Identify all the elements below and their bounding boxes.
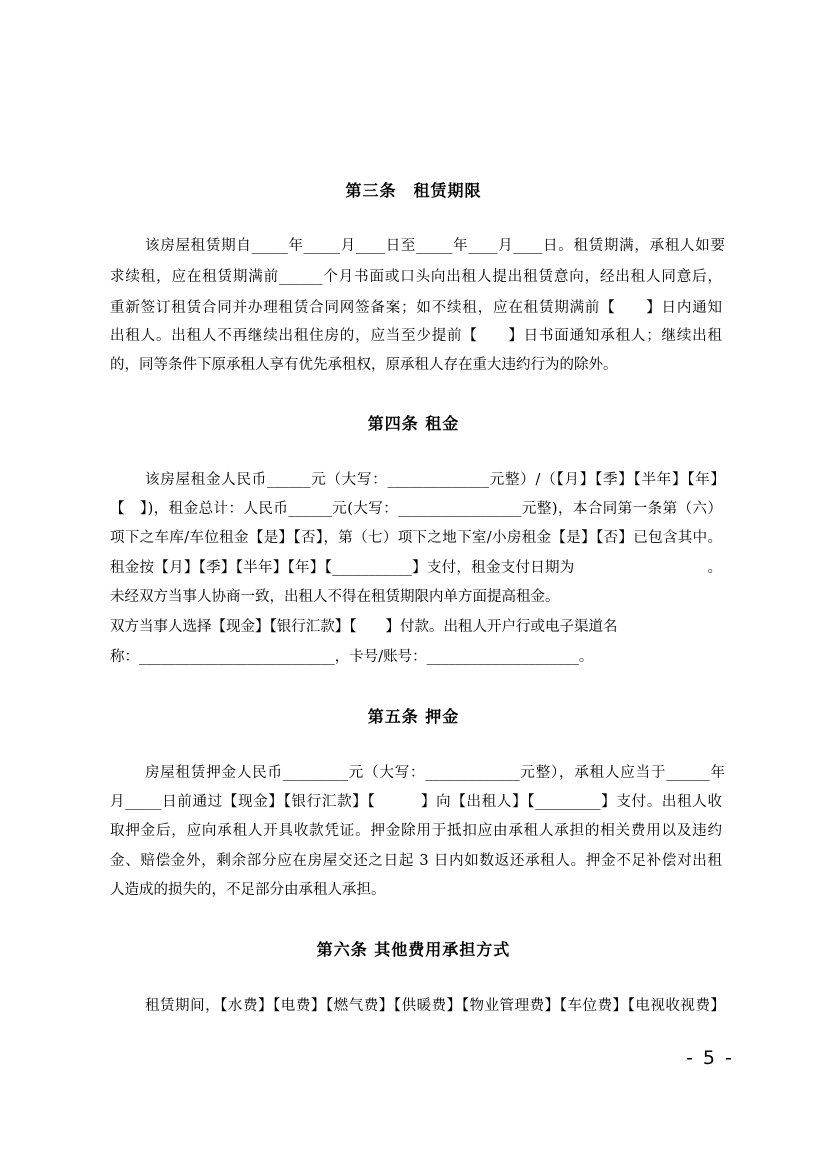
article-3-line-4: 出租人。出租人不再继续出租住房的，应当至少提前【 】日书面通知承租人；继续出租 bbox=[110, 328, 722, 344]
article-4-line-4: 租金按【月】【季】【半年】【年】【___________】支付，租金支付日期为 。 bbox=[110, 560, 722, 576]
article-3-line-5: 的，同等条件下原承租人享有优先承租权，原承租人存在重大违约行为的除外。 bbox=[110, 357, 618, 373]
article-3-heading: 第三条 租赁期限 bbox=[345, 181, 482, 200]
article-6-line-1: 租赁期间，【水费】【电费】【燃气费】【供暖费】【物业管理费】【车位费】【电视收视费】 bbox=[145, 998, 725, 1014]
article-4-line-1: 该房屋租金人民币______元（大写：______________元整）/（【月】【季】【半年】【年】 bbox=[145, 472, 725, 488]
article-4-line-3: 项下之车库/车位租金【是】【否】，第（七）项下之地下室/小房租金【是】【否】已包含其中。 bbox=[110, 530, 722, 546]
article-5-line-2: 月_____日前通过【现金】【银行汇款】【 】向【出租人】【_________】支付。出租人收 bbox=[110, 794, 722, 810]
article-5-line-5: 人造成的损失的，不足部分由承租人承担。 bbox=[110, 882, 386, 898]
article-6-heading: 第六条 其他费用承担方式 bbox=[316, 940, 511, 959]
article-4-line-5: 未经双方当事人协商一致，出租人不得在租赁期限内单方面提高租金。 bbox=[110, 589, 560, 605]
article-3-line-2: 求续租，应在租赁期满前______个月书面或口头向出租人提出租赁意向，经出租人同意后， bbox=[110, 269, 722, 285]
article-3-line-3: 重新签订租赁合同并办理租赁合同网签备案；如不续租，应在租赁期满前【 】日内通知 bbox=[110, 300, 722, 316]
article-3-line-1: 该房屋租赁期自_____年_____月____日至_____年____月____日。租赁期满，承租人如要 bbox=[145, 238, 725, 254]
article-5-heading: 第五条 押金 bbox=[367, 707, 460, 726]
article-5-line-1: 房屋租赁押金人民币_________元（大写：_____________元整），承租人应当于______年 bbox=[145, 765, 725, 781]
article-5-line-3: 取押金后，应向承租人开具收款凭证。押金除用于抵扣应由承租人承担的相关费用以及违约 bbox=[110, 823, 722, 839]
article-5-line-4: 金、赔偿金外，剩余部分应在房屋交还之日起 3 日内如数返还承租人。押金不足补偿对出租 bbox=[110, 853, 722, 869]
article-4-line-7: 称：___________________________，卡号/账号：_____________________。 bbox=[110, 649, 594, 665]
article-4-line-2: 【 】)，租金总计：人民币______元(大写：_________________元整)，本合同第一条第（六） bbox=[110, 501, 722, 517]
page-number: - 5 - bbox=[686, 1047, 734, 1069]
article-4-line-6: 双方当事人选择【现金】【银行汇款】【 】付款。出租人开户行或电子渠道名 bbox=[110, 619, 618, 635]
article-4-heading: 第四条 租金 bbox=[367, 414, 460, 433]
